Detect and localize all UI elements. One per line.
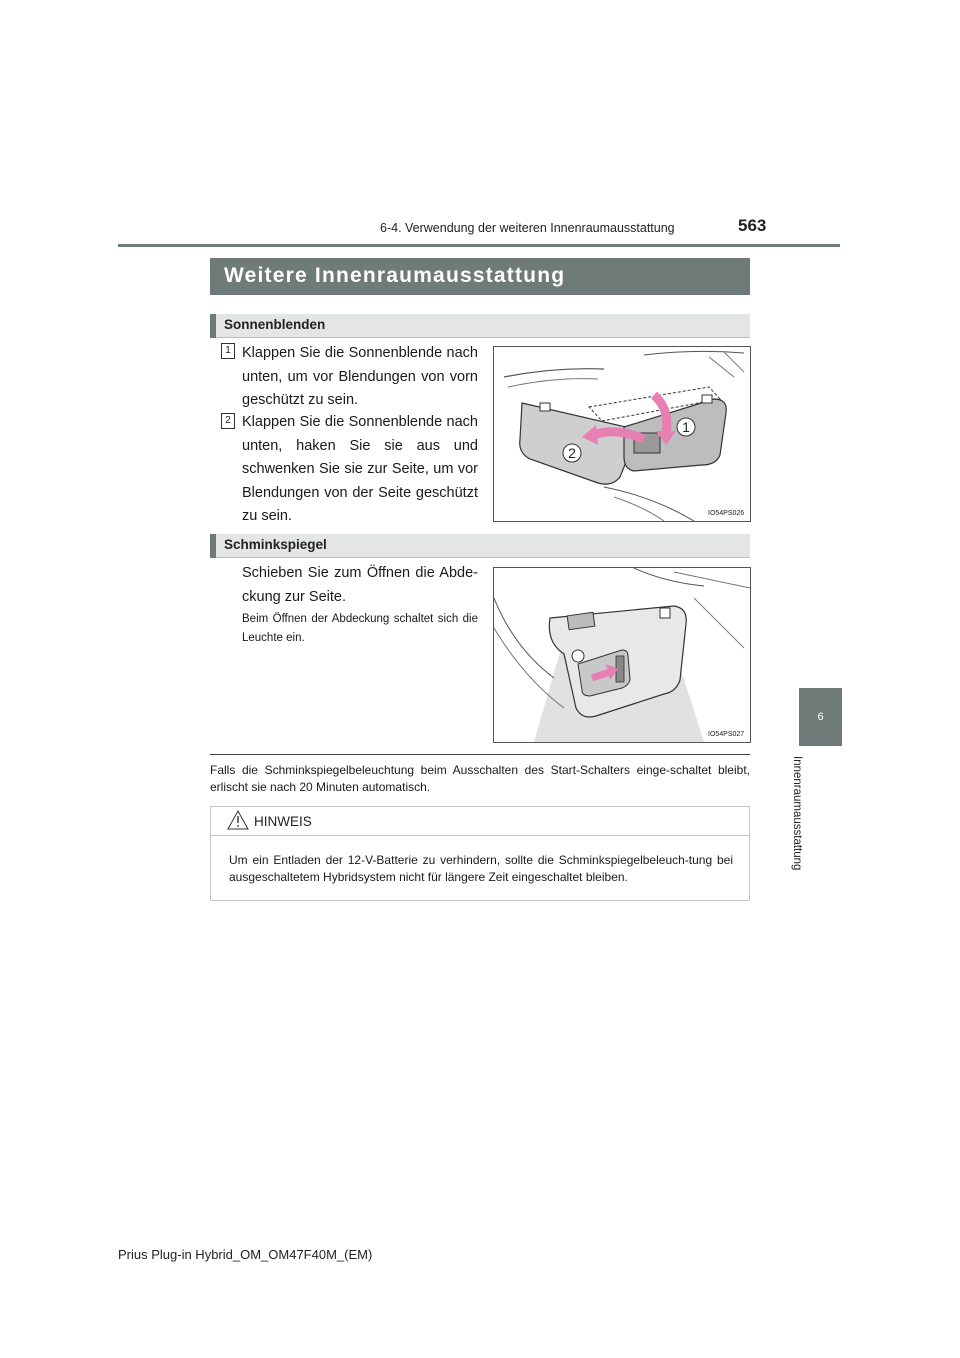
figure-code: IO54PS026 bbox=[708, 510, 745, 517]
hinweis-text: Um ein Entladen der 12-V-Batterie zu verhindern, sollte die Schminkspiegelbeleuch-tung bei ausgeschaltetem Hybridsystem nicht für längere Zeit eingeschaltet bleiben. bbox=[229, 853, 733, 884]
section-heading-text: Schminkspiegel bbox=[224, 537, 327, 552]
sun-visor-illustration bbox=[493, 346, 751, 522]
hinweis-header bbox=[211, 807, 749, 836]
mirror-subtext: Beim Öffnen der Abdeckung schaltet sich die Leuchte ein. bbox=[242, 613, 478, 644]
step-text-2: Klappen Sie die Sonnenblende nach unten, haken Sie sie aus und schwenken Sie sie zur Seite, um vor Blendungen von der Seite geschützt zu sein. bbox=[242, 414, 478, 524]
page-number: 563 bbox=[738, 216, 767, 235]
note-rule bbox=[210, 754, 750, 755]
chapter-tab: 6 bbox=[799, 688, 842, 746]
step-number-2: 2 bbox=[221, 413, 235, 429]
callout-1: 1 bbox=[682, 419, 690, 435]
hinweis-title: HINWEIS bbox=[254, 814, 312, 829]
section-heading-sonnenblenden bbox=[210, 314, 750, 338]
callout-2: 2 bbox=[568, 445, 576, 461]
warning-triangle-icon bbox=[227, 810, 249, 835]
section-header: 6-4. Verwendung der weiteren Innenraumausstattung bbox=[380, 221, 675, 235]
section-heading-schminkspiegel bbox=[210, 534, 750, 558]
hinweis-box bbox=[210, 806, 750, 901]
chapter-label bbox=[786, 756, 808, 896]
page-title-band bbox=[210, 258, 750, 295]
step-number-1: 1 bbox=[221, 343, 235, 359]
vanity-mirror-illustration bbox=[493, 567, 751, 743]
chapter-label-text: Innenraumausstattung bbox=[791, 756, 803, 871]
section-heading-text: Sonnenblenden bbox=[224, 317, 326, 332]
page-title: Weitere Innenraumausstattung bbox=[224, 264, 566, 287]
figure-code: IO54PS027 bbox=[708, 731, 745, 738]
step-text-1: Klappen Sie die Sonnenblende nach unten, um vor Blendungen von vorn geschützt zu sein. bbox=[242, 345, 478, 408]
note-text: Falls die Schminkspiegelbeleuchtung beim Ausschalten des Start-Schalters einge-schaltet bleibt, erlischt sie nach 20 Minuten automatisch. bbox=[210, 763, 750, 794]
mirror-instruction: Schieben Sie zum Öffnen die Abde-ckung zur Seite. bbox=[242, 565, 478, 605]
header-rule bbox=[118, 244, 840, 247]
footer-doc-id: Prius Plug-in Hybrid_OM_OM47F40M_(EM) bbox=[118, 1247, 373, 1262]
